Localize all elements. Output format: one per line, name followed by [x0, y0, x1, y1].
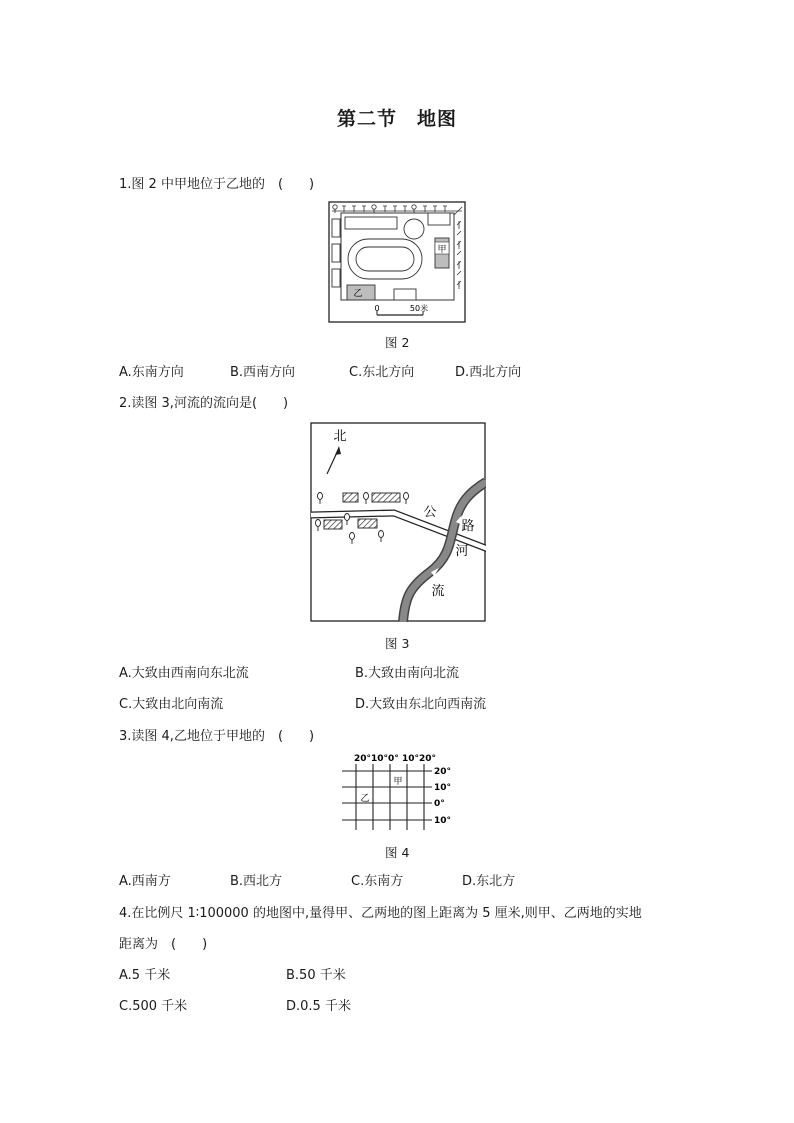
- figure-3-he-label: 河: [455, 544, 469, 559]
- question-3-option-c: C.东南方: [351, 874, 404, 889]
- question-1-option-c: C.东北方向: [349, 365, 415, 380]
- question-4-option-b: B.50 千米: [286, 968, 346, 983]
- question-1-stem: 1.图 2 中甲地位于乙地的 ( ): [119, 177, 315, 192]
- question-4-stem-line-2: 距离为 ( ): [119, 937, 208, 952]
- figure-4-lat-10s: 10°: [434, 816, 452, 826]
- figure-4-lat-10: 10°: [434, 783, 452, 793]
- figure-3-lu-label: 路: [461, 519, 475, 534]
- question-3-option-a: A.西南方: [119, 874, 171, 889]
- question-1-option-b: B.西南方向: [230, 365, 296, 380]
- figure-4-grid: [340, 750, 458, 834]
- figure-4-lat-20: 20°: [434, 767, 452, 777]
- figure-2-map: [328, 201, 466, 323]
- question-2-stem: 2.读图 3,河流的流向是( ): [119, 396, 289, 411]
- question-4-option-d: D.0.5 千米: [286, 999, 351, 1014]
- question-4-stem-line-1: 4.在比例尺 1∶100000 的地图中,量得甲、乙两地的图上距离为 5 厘米,则甲、乙两地的实地: [119, 906, 642, 921]
- figure-2-caption: 图 2: [385, 335, 410, 350]
- figure-4-yi-label: 乙: [360, 794, 370, 804]
- figure-2-scale-zero: 0: [374, 304, 380, 313]
- figure-4-caption: 图 4: [385, 845, 410, 860]
- question-3-option-d: D.东北方: [462, 874, 516, 889]
- question-3-option-b: B.西北方: [230, 874, 283, 889]
- question-2-option-a: A.大致由西南向东北流: [119, 666, 249, 681]
- figure-3-map: [310, 422, 486, 622]
- figure-3-gong-label: 公: [423, 505, 437, 520]
- figure-4-jia-label: 甲: [393, 777, 403, 787]
- question-4-option-c: C.500 千米: [119, 999, 188, 1014]
- question-2-option-b: B.大致由南向北流: [355, 666, 460, 681]
- figure-3-liu-label: 流: [431, 584, 445, 599]
- figure-2-yi-label: 乙: [353, 289, 363, 299]
- page-title: 第二节 地图: [336, 108, 457, 130]
- question-1-option-a: A.东南方向: [119, 365, 184, 380]
- figure-4-lat-0: 0°: [434, 799, 445, 809]
- question-4-option-a: A.5 千米: [119, 968, 171, 983]
- question-2-option-d: D.大致由东北向西南流: [355, 697, 487, 712]
- figure-3-north-label: 北: [333, 429, 347, 444]
- figure-2-scale-max: 50米: [409, 304, 429, 313]
- figure-4-longitude-labels: 20°10°0° 10°20°: [354, 754, 436, 764]
- figure-2-jia-label: 甲: [437, 245, 447, 255]
- question-3-stem: 3.读图 4,乙地位于甲地的 ( ): [119, 729, 315, 744]
- question-1-option-d: D.西北方向: [455, 365, 522, 380]
- question-2-option-c: C.大致由北向南流: [119, 697, 224, 712]
- figure-3-caption: 图 3: [385, 636, 410, 651]
